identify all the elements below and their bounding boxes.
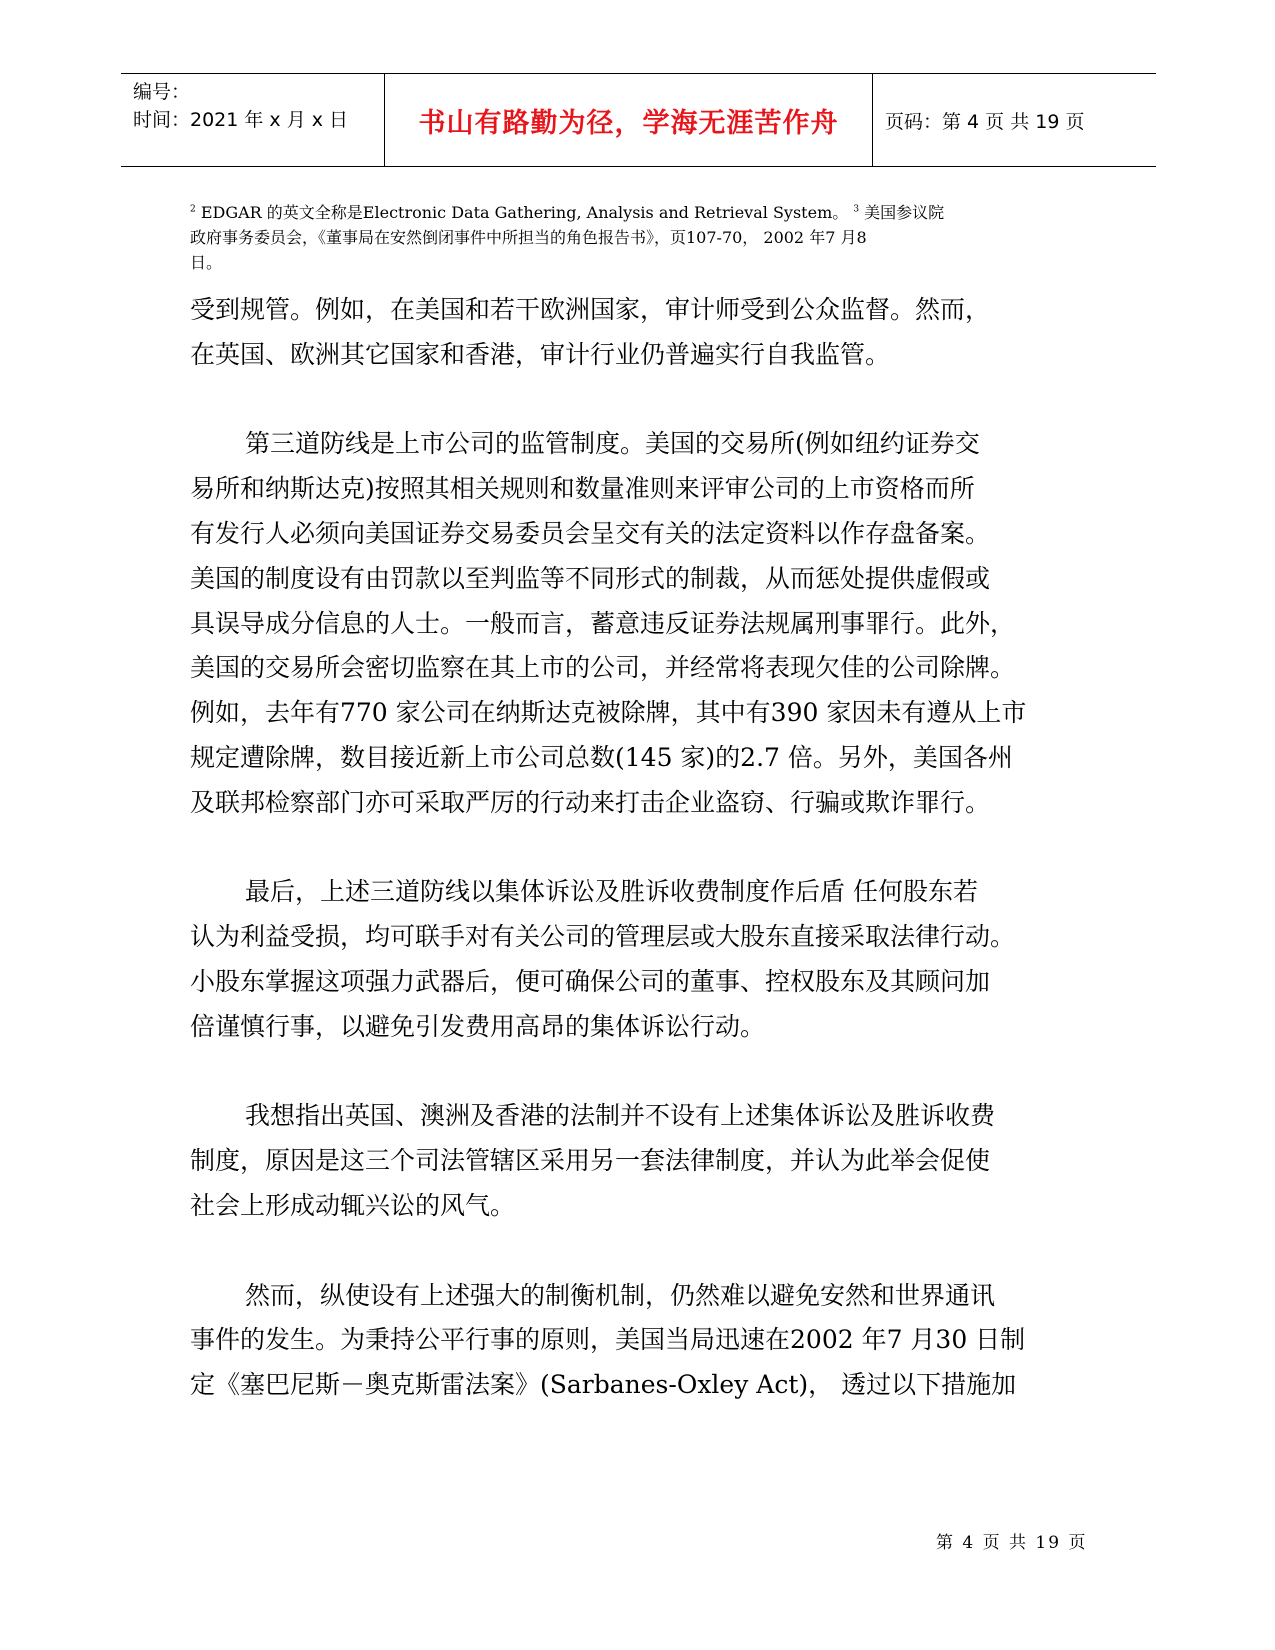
- footnote-mark: 2: [190, 204, 196, 215]
- text-line: 及联邦检察部门亦可采取严厉的行动来打击企业盗窃、行骗或欺诈罪行。: [190, 787, 991, 817]
- text-line: 制度，原因是这三个司法管辖区采用另一套法律制度，并认为此举会促使: [190, 1146, 991, 1176]
- document-header: [121, 73, 1156, 167]
- text-line: 具误导成分信息的人士。一般而言，蓄意违反证券法规属刑事罪行。此外，: [190, 608, 1016, 638]
- text-line: 倍谨慎行事，以避免引发费用高昂的集体诉讼行动。: [190, 1011, 766, 1041]
- document-time-label: 时间：2021 年 x 月 x 日: [133, 109, 349, 131]
- body-text: [190, 288, 1150, 1408]
- text-line: 然而，纵使设有上述强大的制衡机制，仍然难以避免安然和世界通讯: [245, 1280, 996, 1310]
- text-line: 我想指出英国、澳洲及香港的法制并不设有上述集体诉讼及胜诉收费: [245, 1101, 996, 1131]
- text-line: 美国的交易所会密切监察在其上市的公司，并经常将表现欠佳的公司除牌。: [190, 653, 1016, 683]
- text-line: 定《塞巴尼斯－奥克斯雷法案》(Sarbanes-Oxley Act)， 透过以下措施加: [190, 1370, 1017, 1400]
- text-line: 社会上形成动辄兴讼的风气。: [190, 1190, 516, 1220]
- footnote-line-1: [190, 200, 1090, 225]
- text-line: 事件的发生。为秉持公平行事的原则，美国当局迅速在2002 年7 月30 日制: [190, 1325, 1026, 1355]
- text-line: 第三道防线是上市公司的监管制度。美国的交易所(例如纽约证券交: [245, 429, 980, 459]
- header-page-label: 页码：第 4 页 共 19 页: [885, 110, 1085, 133]
- document-number-label: 编号：: [133, 81, 191, 103]
- footnote-text: EDGAR 的英文全称是Electronic Data Gathering, Analysis and Retrieval System。: [200, 203, 849, 222]
- footnote-mark: 3: [853, 204, 860, 215]
- text-line: 最后，上述三道防线以集体诉讼及胜诉收费制度作后盾 任何股东若: [245, 877, 978, 907]
- text-line: 易所和纳斯达克)按照其相关规则和数量准则来评审公司的上市资格而所: [190, 474, 975, 504]
- text-line: 认为利益受损，均可联手对有关公司的管理层或大股东直接采取法律行动。: [190, 922, 1016, 952]
- footnote-line-3: 日。: [190, 253, 223, 272]
- text-line: 有发行人必须向美国证券交易委员会呈交有关的法定资料以作存盘备案。: [190, 518, 991, 548]
- footnote-text: 美国参议院: [864, 203, 945, 222]
- footnote-line-2: 政府事务委员会，《董事局在安然倒闭事件中所担当的角色报告书》，页107-70， 2002 年7 月8: [190, 228, 867, 247]
- page-footer-number: 第 4 页 共 19 页: [936, 1533, 1088, 1553]
- text-line: 小股东掌握这项强力武器后，便可确保公司的董事、控权股东及其顾问加: [190, 966, 991, 996]
- header-motto: 书山有路勤为径，学海无涯苦作舟: [385, 74, 873, 166]
- text-line: 在英国、欧洲其它国家和香港，审计行业仍普遍实行自我监管。: [190, 339, 891, 369]
- text-line: 美国的制度设有由罚款以至判监等不同形式的制裁，从而惩处提供虚假或: [190, 563, 991, 593]
- text-line: 受到规管。例如，在美国和若干欧洲国家，审计师受到公众监督。然而，: [190, 295, 991, 324]
- footnotes: [190, 200, 1090, 275]
- header-meta: [121, 74, 385, 166]
- text-line: 规定遭除牌，数目接近新上市公司总数(145 家)的2.7 倍。另外，美国各州: [190, 742, 1013, 772]
- text-line: 例如，去年有770 家公司在纳斯达克被除牌，其中有390 家因未有遵从上市: [190, 698, 1027, 728]
